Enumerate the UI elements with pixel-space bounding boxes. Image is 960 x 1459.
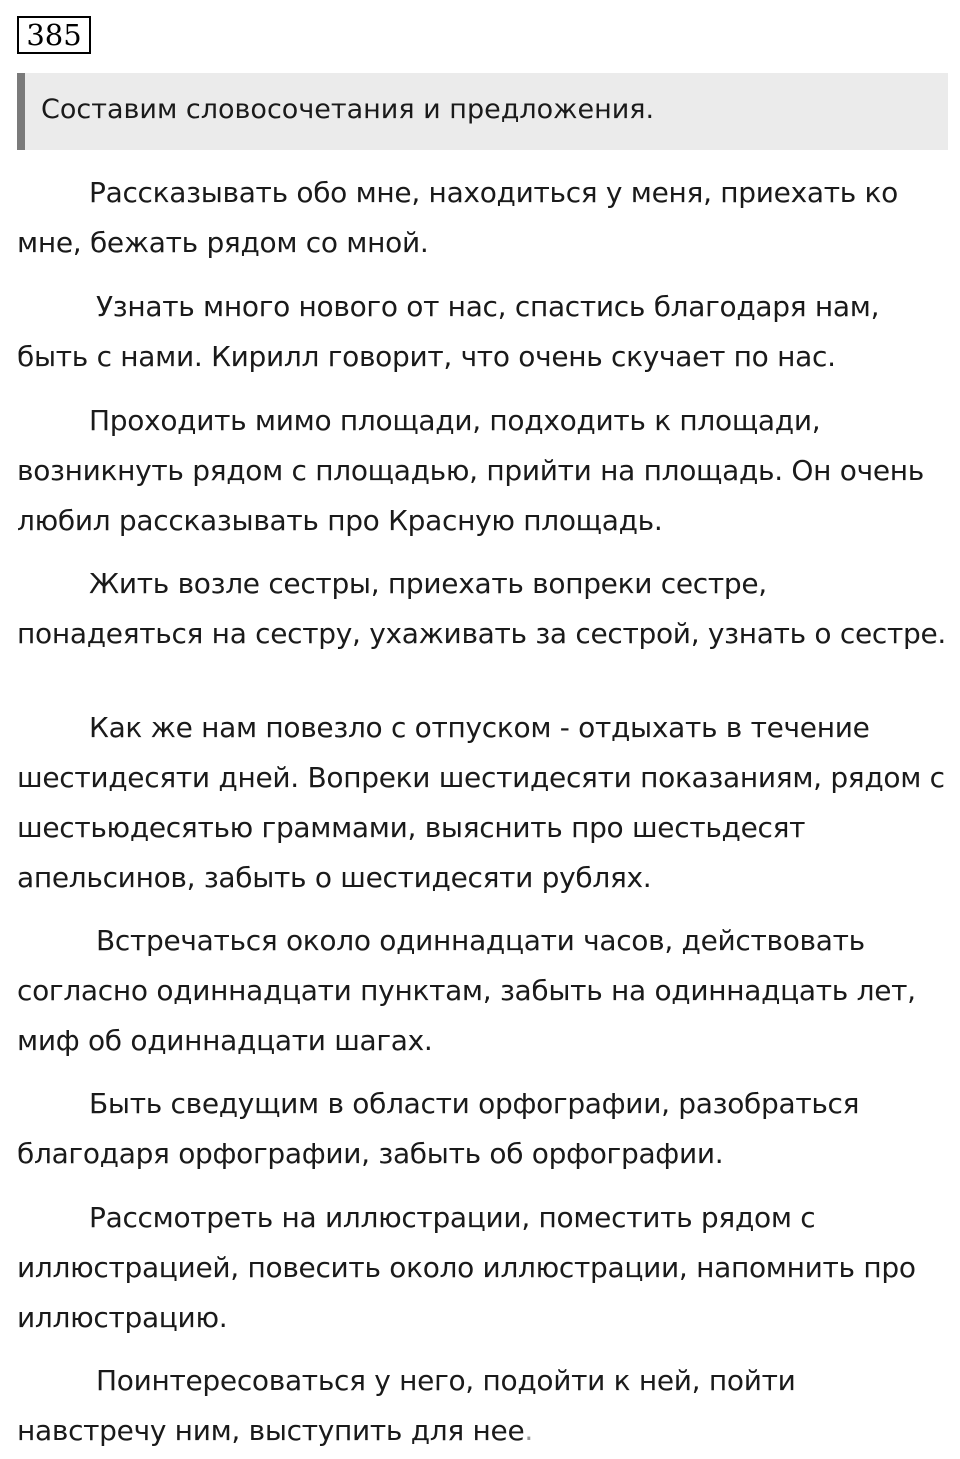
paragraph-1: Рассказывать обо мне, находиться у меня, приехать ко мне, бежать рядом со мной. <box>17 176 898 259</box>
paragraph-3: Проходить мимо площади, подходить к площади, возникнуть рядом с площадью, прийти на площадь. Он очень любил рассказывать про Красную площадь. <box>17 404 924 537</box>
paragraph-9 <box>17 1356 952 1456</box>
paragraph-4: Жить возле сестры, приехать вопреки сестре, понадеяться на сестру, ухаживать за сестрой, узнать о сестре. <box>17 567 946 650</box>
final-period: . <box>524 1414 533 1447</box>
section-header-title: Составим словосочетания и предложения. <box>41 94 655 125</box>
section-header <box>17 73 948 150</box>
paragraph-9-text: Поинтересоваться у него, подойти к ней, пойти навстречу ним, выступить для нее <box>17 1364 796 1447</box>
paragraph-5: Как же нам повезло с отпуском - отдыхать в течение шестидесяти дней. Вопреки шестидесяти показаниям, рядом с шестьюдесятью граммами, выяснить про шестьдесят апельсинов, забыть о шестидесяти рублях. <box>17 711 945 894</box>
paragraph-6: Встречаться около одиннадцати часов, действовать согласно одиннадцати пунктам, забыть на одиннадцать лет, миф об одиннадцати шагах. <box>17 924 916 1057</box>
task-number-box: 385 <box>17 16 91 54</box>
paragraph-7: Быть сведущим в области орфографии, разобраться благодаря орфографии, забыть об орфографии. <box>17 1087 860 1170</box>
paragraph-2: Узнать много нового от нас, спастись благодаря нам, быть с нами. Кирилл говорит, что очень скучает по нас. <box>17 290 880 373</box>
paragraph-8: Рассмотреть на иллюстрации, поместить рядом с иллюстрацией, повесить около иллюстрации, напомнить про иллюстрацию. <box>17 1201 916 1334</box>
